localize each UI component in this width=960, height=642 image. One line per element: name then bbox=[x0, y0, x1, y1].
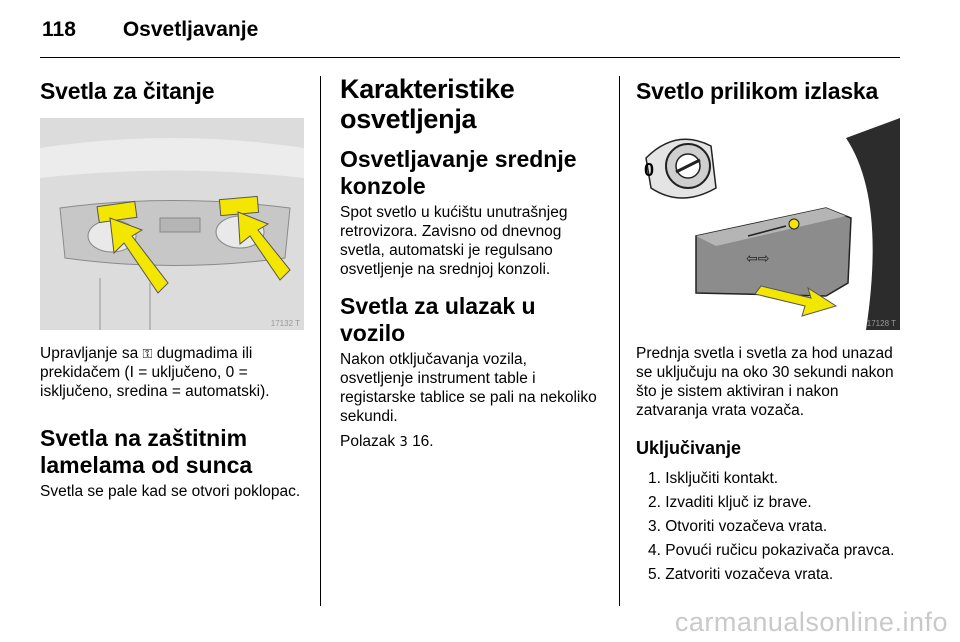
section-title-reading-lights: Svetla za čitanje bbox=[40, 78, 215, 104]
activation-steps bbox=[636, 469, 910, 584]
column-divider-1 bbox=[320, 76, 321, 606]
list-item: 2. Izvaditi ključ iz brave. bbox=[648, 494, 812, 512]
figure-number: 17132 T bbox=[270, 319, 300, 329]
page-number: 118 bbox=[42, 18, 76, 41]
column-reading-lights bbox=[40, 74, 306, 501]
reading-lights-illustration bbox=[40, 118, 304, 330]
section-title-sunvisor-lights: Svetla na zaštitnim lamelama od sunca bbox=[40, 425, 253, 478]
turn-signal-lever-illustration bbox=[636, 118, 900, 330]
console-lighting-text: Spot svetlo u kućištu unutrašnjeg retrovizora. Zavisno od dnevnog svetla, automatski je regulsano osvetljenje na srednjoj konzoli. bbox=[340, 204, 568, 279]
column-exit-lighting bbox=[636, 74, 910, 589]
watermark: carmanualsonline.info bbox=[674, 607, 948, 637]
page-header bbox=[42, 18, 258, 42]
section-title-lighting-features: Karakteristike osvetljenja bbox=[340, 74, 515, 135]
list-item: 1. Isključiti kontakt. bbox=[648, 470, 779, 488]
header-rule bbox=[40, 57, 900, 58]
svg-text:⇦⇨: ⇦⇨ bbox=[746, 251, 770, 268]
reference-page-link[interactable]: 16. bbox=[412, 433, 434, 451]
figure-number: 17128 T bbox=[866, 319, 896, 329]
figure-reading-lights bbox=[40, 118, 304, 330]
column-lighting-features bbox=[340, 74, 602, 452]
reading-lights-text: Upravljanje sa ⚿ dugmadima ili prekidačem (I = uključeno, 0 = isključeno, sredina = automatski). bbox=[40, 345, 270, 401]
activation-heading: Uključivanje bbox=[636, 438, 742, 459]
list-item: 4. Povući ručicu pokazivača pravca. bbox=[648, 542, 895, 560]
list-item: 3. Otvoriti vozačeva vrata. bbox=[648, 518, 828, 536]
entry-lighting-text: Nakon otključavanja vozila, osvetljenje instrument table i registarske tablice se pali na nekoliko sekundi. bbox=[340, 351, 597, 426]
reading-light-icon: ⚿ bbox=[142, 346, 153, 362]
ignition-position-label: 0 bbox=[644, 160, 655, 181]
list-item: 5. Zatvoriti vozačeva vrata. bbox=[648, 566, 834, 584]
section-title-exit-lighting: Svetlo prilikom izlaska bbox=[636, 78, 879, 104]
reference-arrow-icon: 3 bbox=[399, 435, 408, 451]
figure-exit-lighting bbox=[636, 118, 900, 330]
exit-lighting-text: Prednja svetla i svetla za hod unazad se uključuju na oko 30 sekundi nakon što je sistem aktiviran i nakon zatvaranja vrata vozača. bbox=[636, 345, 894, 420]
subsection-title-entry-lighting: Svetla za ulazak u vozilo bbox=[340, 293, 536, 346]
sunvisor-lights-text: Svetla se pale kad se otvori poklopac. bbox=[40, 483, 301, 501]
chapter-title: Osvetljavanje bbox=[122, 18, 259, 41]
subsection-title-console-lighting: Osvetljavanje srednje konzole bbox=[340, 146, 577, 199]
cross-reference: Polazak 3 16. bbox=[340, 433, 434, 451]
column-divider-2 bbox=[619, 76, 620, 606]
